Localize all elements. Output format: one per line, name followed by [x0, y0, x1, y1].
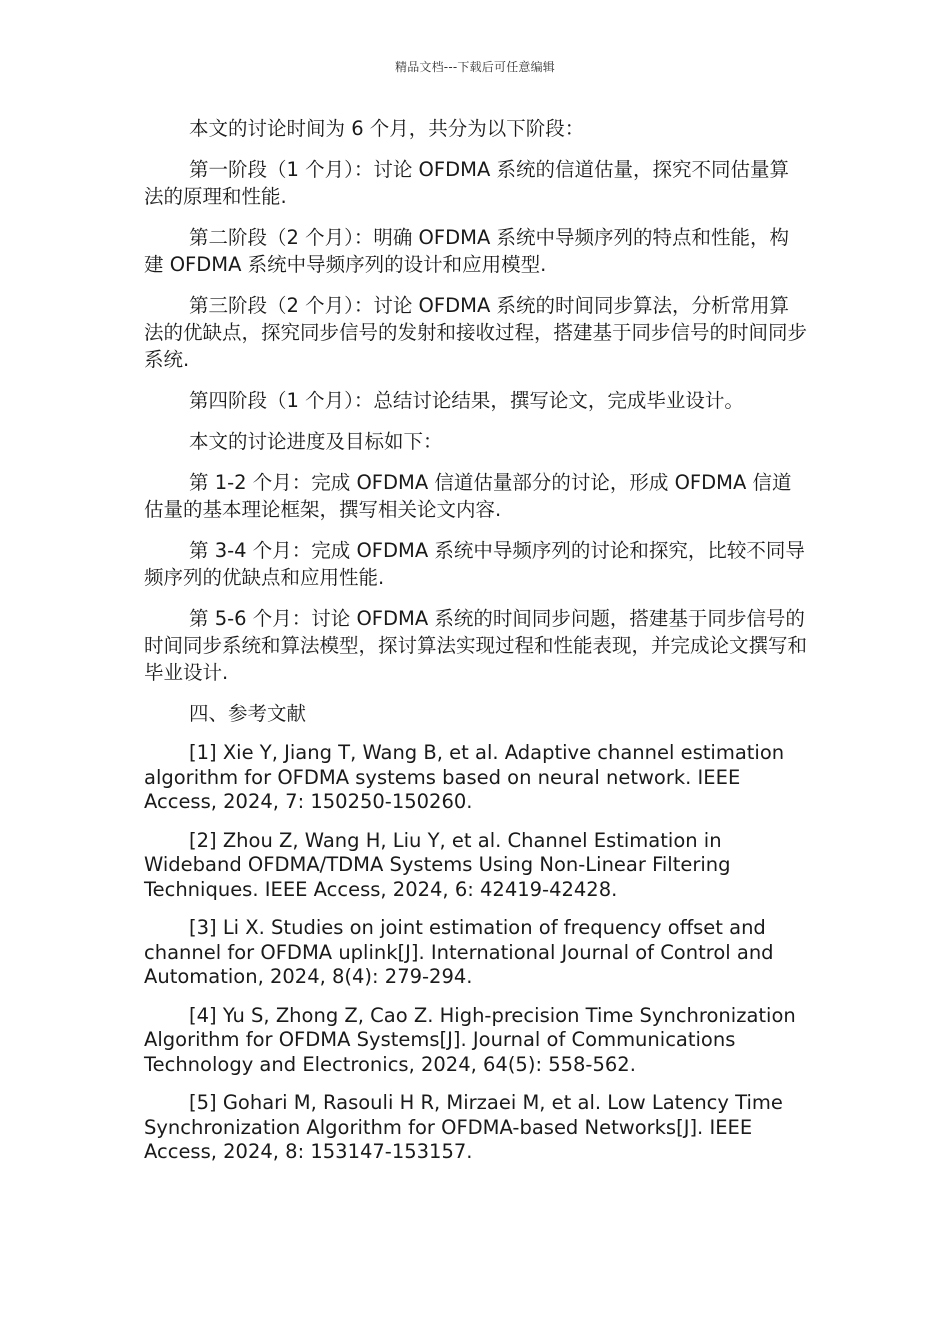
- schedule-month-5-6: 第 5-6 个月：讨论 OFDMA 系统的时间同步问题，搭建基于同步信号的时间同步系统和算法模型，探讨算法实现过程和性能表现，并完成论文撰写和毕业设计.: [144, 607, 808, 684]
- schedule-month-3-4: 第 3-4 个月：完成 OFDMA 系统中导频序列的讨论和探究，比较不同导频序列的优缺点和应用性能.: [144, 539, 805, 589]
- stage-one-paragraph: 第一阶段（1 个月）：讨论 OFDMA 系统的信道估量，探究不同估量算法的原理和性能.: [144, 158, 789, 208]
- document-body: [144, 115, 808, 1179]
- page-header: 精品文档---下载后可任意编辑: [395, 60, 555, 74]
- reference-item: [5] Gohari M, Rasouli H R, Mirzaei M, et al. Low Latency Time Synchronization Algorithm for OFDMA-based Networks[J]. IEEE Access, 2024, 8: 153147-153157.: [144, 1091, 783, 1163]
- stage-four-paragraph: 第四阶段（1 个月）：总结讨论结果，撰写论文，完成毕业设计。: [189, 389, 744, 412]
- references-heading: 四、参考文献: [189, 702, 307, 725]
- reference-item: [2] Zhou Z, Wang H, Liu Y, et al. Channel Estimation in Wideband OFDMA/TDMA Systems Using Non-Linear Filtering Techniques. IEEE Access, 2024, 6: 42419-42428.: [144, 828, 731, 901]
- intro-paragraph: 本文的讨论时间为 6 个月，共分为以下阶段：: [189, 117, 585, 140]
- schedule-intro-paragraph: 本文的讨论进度及目标如下：: [189, 430, 443, 453]
- stage-two-paragraph: 第二阶段（2 个月）：明确 OFDMA 系统中导频序列的特点和性能，构建 OFDMA 系统中导频序列的设计和应用模型.: [144, 226, 789, 276]
- reference-item: [4] Yu S, Zhong Z, Cao Z. High-precision Time Synchronization Algorithm for OFDMA Systems[J]. Journal of Communications Technology and Electronics, 2024, 64(5): 558-562.: [144, 1003, 796, 1076]
- reference-item: [3] Li X. Studies on joint estimation of frequency offset and channel for OFDMA uplink[J]. International Journal of Control and Automation, 2024, 8(4): 279-294.: [144, 916, 774, 988]
- schedule-month-1-2: 第 1-2 个月：完成 OFDMA 信道估量部分的讨论，形成 OFDMA 信道估量的基本理论框架，撰写相关论文内容.: [144, 471, 792, 521]
- reference-item: [1] Xie Y, Jiang T, Wang B, et al. Adaptive channel estimation algorithm for OFDMA systems based on neural network. IEEE Access, 2024, 7: 150250-150260.: [144, 741, 785, 813]
- stage-three-paragraph: 第三阶段（2 个月）：讨论 OFDMA 系统的时间同步算法，分析常用算法的优缺点，探究同步信号的发射和接收过程，搭建基于同步信号的时间同步系统.: [144, 294, 808, 371]
